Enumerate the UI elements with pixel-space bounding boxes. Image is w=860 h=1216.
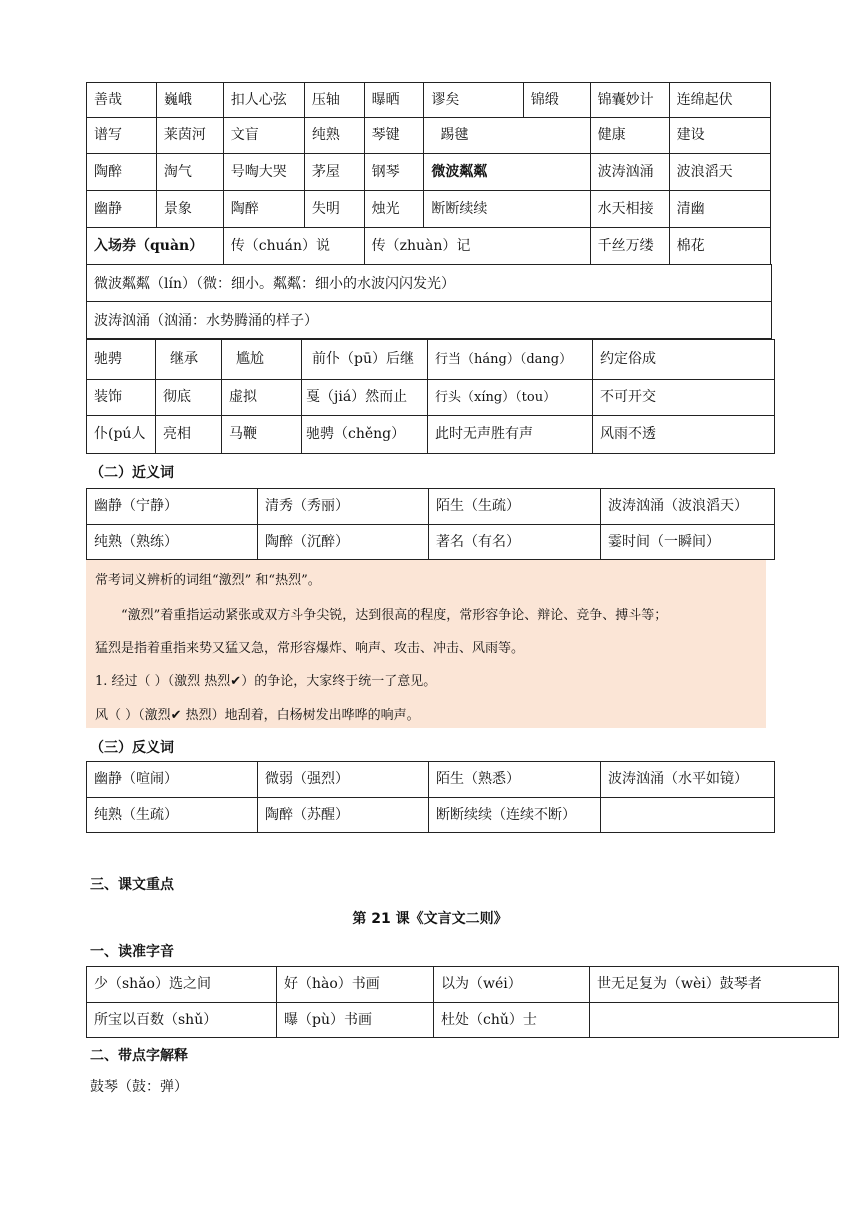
table-cell: 烛光 [364, 191, 424, 228]
table-cell [601, 798, 775, 833]
table-cell: 清秀（秀丽） [258, 489, 429, 525]
table-cell: 幽静（宁静） [87, 489, 258, 525]
table-cell: 陌生（生疏） [429, 489, 601, 525]
table-cell: 千丝万缕 [590, 228, 669, 265]
table-cell: 传（chuán）说 [223, 228, 364, 265]
note-line: 常考词义辨析的词组“激烈” 和“热烈”。 [95, 573, 321, 588]
table-cell: 戛（jiá）然而止 [302, 380, 428, 416]
word-distinction-note [86, 560, 766, 728]
table-cell: 驰骋（chěng） [302, 416, 428, 454]
synonyms-heading: （二）近义词 [90, 465, 174, 481]
table-cell: 行头（xíng）（tou） [428, 380, 593, 416]
note-line: 风（ ）（激烈✔ 热烈）地刮着，白杨树发出哗哗的响声。 [95, 708, 420, 723]
table-cell: 驰骋 [87, 340, 156, 380]
table-cell: 微弱（强烈） [258, 762, 429, 798]
table-cell: 杜处（chǔ）士 [434, 1003, 590, 1038]
table-cell: 风雨不透 [593, 416, 775, 454]
table-cell: 传（zhuàn）记 [364, 228, 590, 265]
table-cell: 彻底 [156, 380, 222, 416]
table-cell: 少（shǎo）选之间 [87, 967, 277, 1003]
table-cell: 锦囊妙计 [590, 83, 669, 118]
table-cell: 善哉 [87, 83, 157, 118]
table-cell: 健康 [590, 118, 669, 154]
table-row [87, 1003, 839, 1038]
table-row [87, 154, 771, 191]
table-cell: 陶醉 [87, 154, 157, 191]
table-cell: 棉花 [669, 228, 770, 265]
table-cell: 所宝以百数（shǔ） [87, 1003, 277, 1038]
table-cell: 马鞭 [222, 416, 302, 454]
antonyms-table [86, 761, 775, 833]
note-row-2: 波涛汹涌（汹涌：水势腾涌的样子） [86, 301, 772, 339]
table-cell: 谱写 [87, 118, 157, 154]
table-cell: 连绵起伏 [669, 83, 770, 118]
dot-explain-line: 鼓琴（鼓：弹） [90, 1079, 188, 1095]
table-cell: 文盲 [223, 118, 304, 154]
note-line: “激烈”着重指运动紧张或双方斗争尖锐，达到很高的程度，常形容争论、辩论、竞争、搏斗等； [121, 608, 668, 623]
table-cell: 波浪滔天 [669, 154, 770, 191]
table-cell: 波涛汹涌 [590, 154, 669, 191]
note-line: 猛烈是指着重指来势又猛又急，常形容爆炸、响声、攻击、冲击、风雨等。 [95, 641, 525, 656]
table-cell: 纯熟（生疏） [87, 798, 258, 833]
table-cell: 钢琴 [364, 154, 424, 191]
table-cell: 曝晒 [364, 83, 424, 118]
table-cell: 著名（有名） [429, 525, 601, 560]
table-cell: 霎时间（一瞬间） [601, 525, 775, 560]
table-cell: 微波粼粼 [424, 154, 590, 191]
table-cell: 以为（wéi） [434, 967, 590, 1003]
table-cell: 号啕大哭 [223, 154, 304, 191]
table-cell: 入场券（quàn） [87, 228, 224, 265]
table-cell: 断断续续（连续不断） [429, 798, 601, 833]
lesson-title: 第 21 课《文言文二则》 [352, 911, 508, 927]
note-row-1: 微波粼粼（lín）（微：细小。粼粼：细小的水波闪闪发光） [86, 264, 772, 302]
table-cell: 仆(pú人 [87, 416, 156, 454]
table-row [87, 798, 775, 833]
table-cell: 陌生（熟悉） [429, 762, 601, 798]
table-row [87, 83, 771, 118]
table-cell: 好（hào）书画 [277, 967, 434, 1003]
table-cell: 锦缎 [523, 83, 590, 118]
table-cell: 纯熟（熟练） [87, 525, 258, 560]
table-cell: 行当（háng）（dang） [428, 340, 593, 380]
table-cell: 陶醉 [223, 191, 304, 228]
table-cell: 陶醉（沉醉） [258, 525, 429, 560]
pronunciation-heading: 一、读准字音 [90, 944, 174, 960]
antonyms-heading: （三）反义词 [90, 740, 174, 756]
table-cell: 谬矣 [424, 83, 523, 118]
table-cell [590, 1003, 839, 1038]
table-cell: 不可开交 [593, 380, 775, 416]
table-cell: 纯熟 [304, 118, 364, 154]
vocab-table-1 [86, 82, 771, 265]
note-line: 1. 经过（ ）（激烈 热烈✔）的争论，大家终于统一了意见。 [95, 674, 437, 689]
table-row [87, 118, 771, 154]
table-cell: 断断续续 [424, 191, 590, 228]
table-cell: 曝（pù）书画 [277, 1003, 434, 1038]
table-cell: 踢毽 [424, 118, 590, 154]
table-row [87, 762, 775, 798]
table-cell: 水天相接 [590, 191, 669, 228]
table-cell: 压轴 [304, 83, 364, 118]
table-cell: 亮相 [156, 416, 222, 454]
table-cell: 世无足复为（wèi）鼓琴者 [590, 967, 839, 1003]
table-cell: 继承 [156, 340, 222, 380]
table-cell: 波涛汹涌（水平如镜） [601, 762, 775, 798]
table-cell: 幽静 [87, 191, 157, 228]
table-cell: 扣人心弦 [223, 83, 304, 118]
table-row [87, 489, 775, 525]
table-row [87, 416, 775, 454]
table-cell: 前仆（pū）后继 [302, 340, 428, 380]
table-row [87, 525, 775, 560]
table-cell: 清幽 [669, 191, 770, 228]
table-cell: 莱茵河 [156, 118, 223, 154]
table-row [87, 191, 771, 228]
table-cell: 建设 [669, 118, 770, 154]
table-row [87, 380, 775, 416]
dot-explain-heading: 二、带点字解释 [90, 1048, 188, 1064]
table-row [87, 340, 775, 380]
table-cell: 装饰 [87, 380, 156, 416]
pronunciation-table [86, 966, 839, 1038]
table-cell: 幽静（喧闹） [87, 762, 258, 798]
table-row [87, 967, 839, 1003]
table-cell: 虚拟 [222, 380, 302, 416]
synonyms-table [86, 488, 775, 560]
table-cell: 陶醉（苏醒） [258, 798, 429, 833]
table-cell: 尴尬 [222, 340, 302, 380]
table-cell: 失明 [304, 191, 364, 228]
vocab-table-2 [86, 339, 775, 454]
table-cell: 巍峨 [156, 83, 223, 118]
table-cell: 波涛汹涌（波浪滔天） [601, 489, 775, 525]
table-row [87, 228, 771, 265]
table-cell: 淘气 [156, 154, 223, 191]
section-heading: 三、课文重点 [90, 877, 174, 893]
table-cell: 景象 [156, 191, 223, 228]
table-cell: 茅屋 [304, 154, 364, 191]
table-cell: 约定俗成 [593, 340, 775, 380]
table-cell: 此时无声胜有声 [428, 416, 593, 454]
table-cell: 琴键 [364, 118, 424, 154]
